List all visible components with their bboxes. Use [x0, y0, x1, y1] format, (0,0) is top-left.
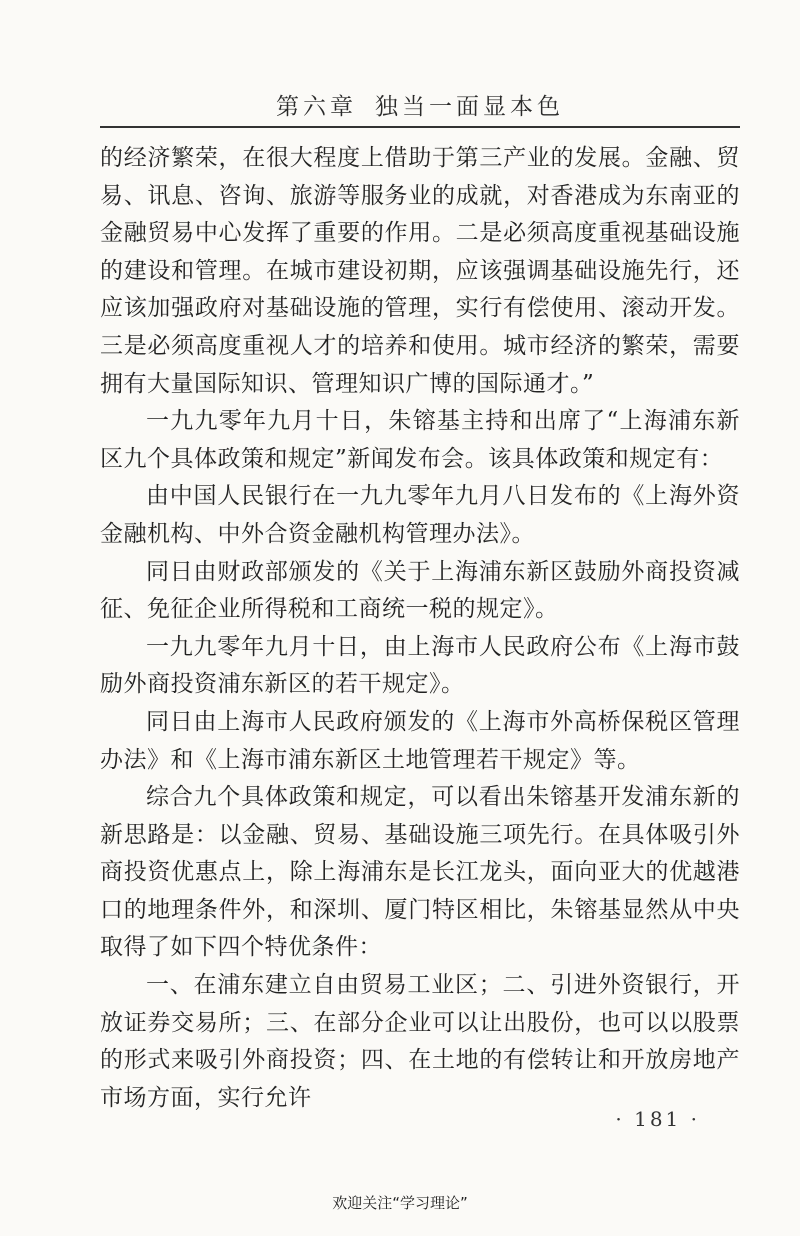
- chapter-title: 独当一面显本色: [375, 94, 564, 120]
- page-number: · 181 ·: [615, 1107, 700, 1131]
- paragraph: 综合九个具体政策和规定，可以看出朱镕基开发浦东新的新思路是：以金融、贸易、基础设施三项先行。在具体吸引外商投资优惠点上，除上海浦东是长江龙头，面向亚大的优越港口的地理条件外，和深圳、厦门特区相比，朱镕基显然从中央取得了如下四个特优条件：: [100, 784, 740, 961]
- paragraph: 同日由财政部颁发的《关于上海浦东新区鼓励外商投资减征、免征企业所得税和工商统一税的规定》。: [100, 558, 740, 623]
- chapter-label: 第六章: [276, 94, 357, 120]
- paragraph: 一九九零年九月十日，由上海市人民政府公布《上海市鼓励外商投资浦东新区的若干规定》。: [100, 633, 740, 698]
- paragraph: 一九九零年九月十日，朱镕基主持和出席了“上海浦东新区九个具体政策和规定”新闻发布会。该具体政策和规定有：: [100, 408, 740, 472]
- footer-note: 欢迎关注“学习理论”: [332, 1194, 468, 1212]
- paragraph: 同日由上海市人民政府颁发的《上海市外高桥保税区管理办法》和《上海市浦东新区土地管理若干规定》等。: [100, 708, 740, 773]
- paragraph: 一、在浦东建立自由贸易工业区；二、引进外资银行，开放证券交易所；三、在部分企业可以让出股份，也可以以股票的形式来吸引外商投资；四、在土地的有偿转让和开放房地产市场方面，实行允许: [100, 972, 740, 1111]
- body-text: [100, 140, 740, 1117]
- paragraph: 的经济繁荣，在很大程度上借助于第三产业的发展。金融、贸易、讯息、咨询、旅游等服务业的成就，对香港成为东南亚的金融贸易中心发挥了重要的作用。二是必须高度重视基础设施的建设和管理。在城市建设初期，应该强调基础设施先行，还应该加强政府对基础设施的管理，实行有偿使用、滚动开发。三是必须高度重视人才的培养和使用。城市经济的繁荣，需要拥有大量国际知识、管理知识广博的国际通才。”: [100, 145, 740, 397]
- paragraph: 由中国人民银行在一九九零年九月八日发布的《上海外资金融机构、中外合资金融机构管理办法》。: [100, 483, 740, 547]
- header-rule: [100, 126, 740, 128]
- running-header: [100, 88, 740, 121]
